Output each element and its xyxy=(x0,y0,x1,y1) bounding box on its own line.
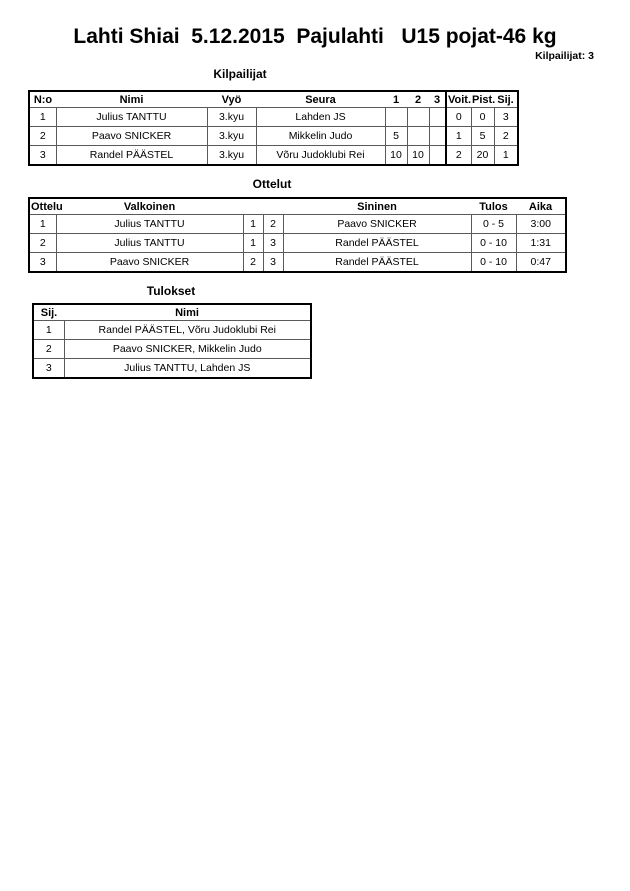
competitor-club: Mikkelin Judo xyxy=(256,127,385,146)
blue-player-no: 3 xyxy=(263,253,283,273)
match-no: 1 xyxy=(29,215,56,234)
competitor-name: Paavo SNICKER xyxy=(56,127,207,146)
white-player: Julius TANTTU xyxy=(56,234,243,253)
final-results-table xyxy=(32,303,312,379)
competitor-name: Randel PÄÄSTEL xyxy=(56,146,207,166)
col-header-tulos: Tulos xyxy=(471,198,516,215)
matches-table xyxy=(28,197,567,273)
wins: 2 xyxy=(446,146,471,166)
points: 0 xyxy=(471,108,494,127)
page-title: Lahti Shiai 5.12.2015 Pajulahti U15 pojat-46 kg xyxy=(73,25,557,48)
competitors-table xyxy=(28,90,519,166)
col-header-match2: 2 xyxy=(407,91,429,108)
competitor-name: Julius TANTTU xyxy=(56,108,207,127)
match-row xyxy=(29,215,566,234)
placement: 2 xyxy=(494,127,518,146)
col-header-nimi: Nimi xyxy=(56,91,207,108)
section-heading-ottelut: Ottelut xyxy=(252,177,292,191)
competitors-header-row xyxy=(29,91,518,108)
match1-points: 10 xyxy=(385,146,407,166)
points: 20 xyxy=(471,146,494,166)
result-row xyxy=(33,340,311,359)
results-header-row xyxy=(33,304,311,321)
participants-count: Kilpailijat: 3 xyxy=(535,50,594,62)
white-player: Julius TANTTU xyxy=(56,215,243,234)
match-time: 1:31 xyxy=(516,234,566,253)
match3-points xyxy=(429,146,446,166)
result-name: Paavo SNICKER, Mikkelin Judo xyxy=(64,340,311,359)
wins: 0 xyxy=(446,108,471,127)
col-header-seura: Seura xyxy=(256,91,385,108)
match-time: 3:00 xyxy=(516,215,566,234)
match2-points: 10 xyxy=(407,146,429,166)
competitor-club: Lahden JS xyxy=(256,108,385,127)
competitor-row xyxy=(29,146,518,166)
blue-player-no: 3 xyxy=(263,234,283,253)
col-header-match3: 3 xyxy=(429,91,446,108)
blue-player: Randel PÄÄSTEL xyxy=(283,234,471,253)
match2-points xyxy=(407,108,429,127)
col-header-nimi: Nimi xyxy=(64,304,311,321)
placement: 3 xyxy=(494,108,518,127)
competitor-no: 3 xyxy=(29,146,56,166)
match3-points xyxy=(429,108,446,127)
matches-header-row xyxy=(29,198,566,215)
competitor-no: 1 xyxy=(29,108,56,127)
competitor-club: Võru Judoklubi Rei xyxy=(256,146,385,166)
white-player-no: 1 xyxy=(243,215,263,234)
col-header-match1: 1 xyxy=(385,91,407,108)
match1-points xyxy=(385,108,407,127)
result-placement: 1 xyxy=(33,321,64,340)
result-row xyxy=(33,359,311,379)
section-heading-tulokset: Tulokset xyxy=(146,284,196,298)
competitor-belt: 3.kyu xyxy=(207,108,256,127)
col-header-voit: Voit. xyxy=(446,91,471,108)
match3-points xyxy=(429,127,446,146)
competitor-belt: 3.kyu xyxy=(207,127,256,146)
result-row xyxy=(33,321,311,340)
competitor-belt: 3.kyu xyxy=(207,146,256,166)
match-row xyxy=(29,253,566,273)
col-header-white-no xyxy=(243,198,263,215)
match-row xyxy=(29,234,566,253)
match1-points: 5 xyxy=(385,127,407,146)
competitor-no: 2 xyxy=(29,127,56,146)
col-header-sij: Sij. xyxy=(494,91,518,108)
placement: 1 xyxy=(494,146,518,166)
col-header-blue-no xyxy=(263,198,283,215)
section-heading-kilpailijat: Kilpailijat xyxy=(213,67,267,81)
result-placement: 3 xyxy=(33,359,64,379)
col-header-valkoinen: Valkoinen xyxy=(56,198,243,215)
match-result: 0 - 10 xyxy=(471,234,516,253)
match-time: 0:47 xyxy=(516,253,566,273)
points: 5 xyxy=(471,127,494,146)
col-header-no: N:o xyxy=(29,91,56,108)
blue-player: Randel PÄÄSTEL xyxy=(283,253,471,273)
blue-player: Paavo SNICKER xyxy=(283,215,471,234)
competitor-row xyxy=(29,108,518,127)
result-name: Randel PÄÄSTEL, Võru Judoklubi Rei xyxy=(64,321,311,340)
result-name: Julius TANTTU, Lahden JS xyxy=(64,359,311,379)
match-result: 0 - 10 xyxy=(471,253,516,273)
blue-player-no: 2 xyxy=(263,215,283,234)
col-header-sij: Sij. xyxy=(33,304,64,321)
match-result: 0 - 5 xyxy=(471,215,516,234)
col-header-sininen: Sininen xyxy=(283,198,471,215)
white-player-no: 2 xyxy=(243,253,263,273)
white-player-no: 1 xyxy=(243,234,263,253)
col-header-ottelu: Ottelu xyxy=(29,198,56,215)
col-header-vyo: Vyö xyxy=(207,91,256,108)
match2-points xyxy=(407,127,429,146)
white-player: Paavo SNICKER xyxy=(56,253,243,273)
match-no: 3 xyxy=(29,253,56,273)
wins: 1 xyxy=(446,127,471,146)
col-header-pist: Pist. xyxy=(471,91,494,108)
col-header-aika: Aika xyxy=(516,198,566,215)
competitor-row xyxy=(29,127,518,146)
match-no: 2 xyxy=(29,234,56,253)
result-placement: 2 xyxy=(33,340,64,359)
